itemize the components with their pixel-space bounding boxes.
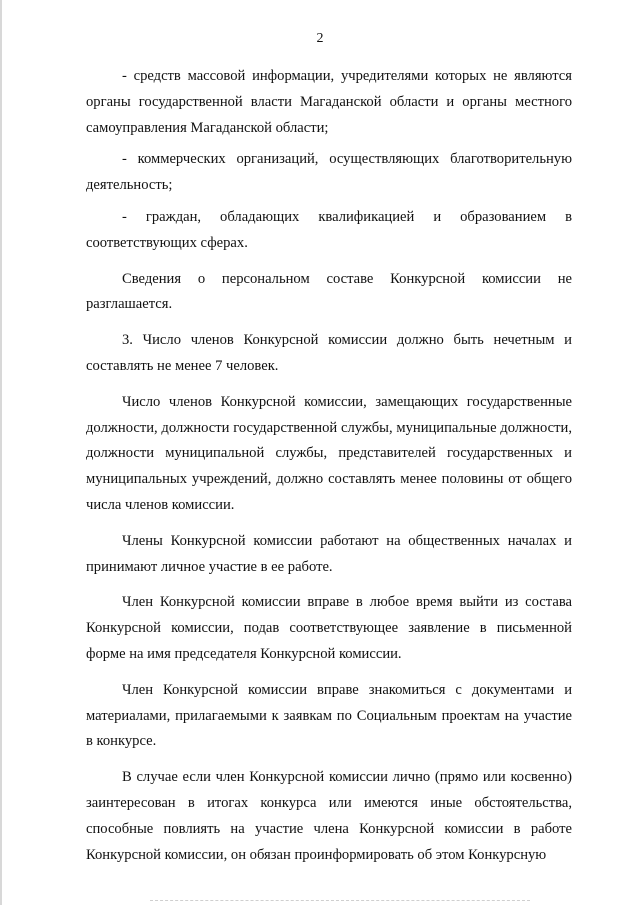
scan-edge-shadow: [0, 0, 2, 905]
paragraph-mass-media: - средств массовой информации, учредителями которых не являются органы государственной власти Магаданской области и органы местного самоуправления Магаданской области;: [86, 68, 572, 136]
paragraph-withdrawal: Член Конкурсной комиссии вправе в любое время выйти из состава Конкурсной комиссии, подав соответствующее заявление в письменной форме на имя председателя Конкурсной комиссии.: [86, 594, 572, 662]
paragraph-confidentiality: Сведения о персональном составе Конкурсной комиссии не разглашается.: [86, 270, 572, 313]
paragraph-volunteer-basis: Члены Конкурсной комиссии работают на общественных началах и принимают личное участие в ее работе.: [86, 532, 572, 575]
document-body: [86, 64, 572, 868]
paragraph-conflict-of-interest: В случае если член Конкурсной комиссии лично (прямо или косвенно) заинтересован в итогах конкурса или имеются иные обстоятельства, способные повлиять на участие члена Конкурсной комиссии в работе Конкурсной комиссии, он обязан проинформировать об этом Конкурсную: [86, 769, 572, 863]
paragraph-officials-share: Число членов Конкурсной комиссии, замещающих государственные должности, должности государственной службы, муниципальные должности, должности муниципальной службы, представителей государственных и муниципальных учреждений, должно составлять менее половины от общего числа членов комиссии.: [86, 393, 572, 513]
paragraph-citizens: - граждан, обладающих квалификацией и образованием в соответствующих сферах.: [86, 208, 572, 251]
paragraph-member-count: 3. Число членов Конкурсной комиссии должно быть нечетным и составлять не менее 7 человек.: [86, 332, 572, 374]
paragraph-commercial-orgs: - коммерческих организаций, осуществляющих благотворительную деятельность;: [86, 151, 572, 194]
scan-bottom-artifact: [150, 900, 530, 902]
paragraph-document-access: Член Конкурсной комиссии вправе знакомиться с документами и материалами, прилагаемыми к заявкам по Социальным проектам на участие в конкурсе.: [86, 681, 572, 750]
page-number: 2: [316, 31, 324, 46]
